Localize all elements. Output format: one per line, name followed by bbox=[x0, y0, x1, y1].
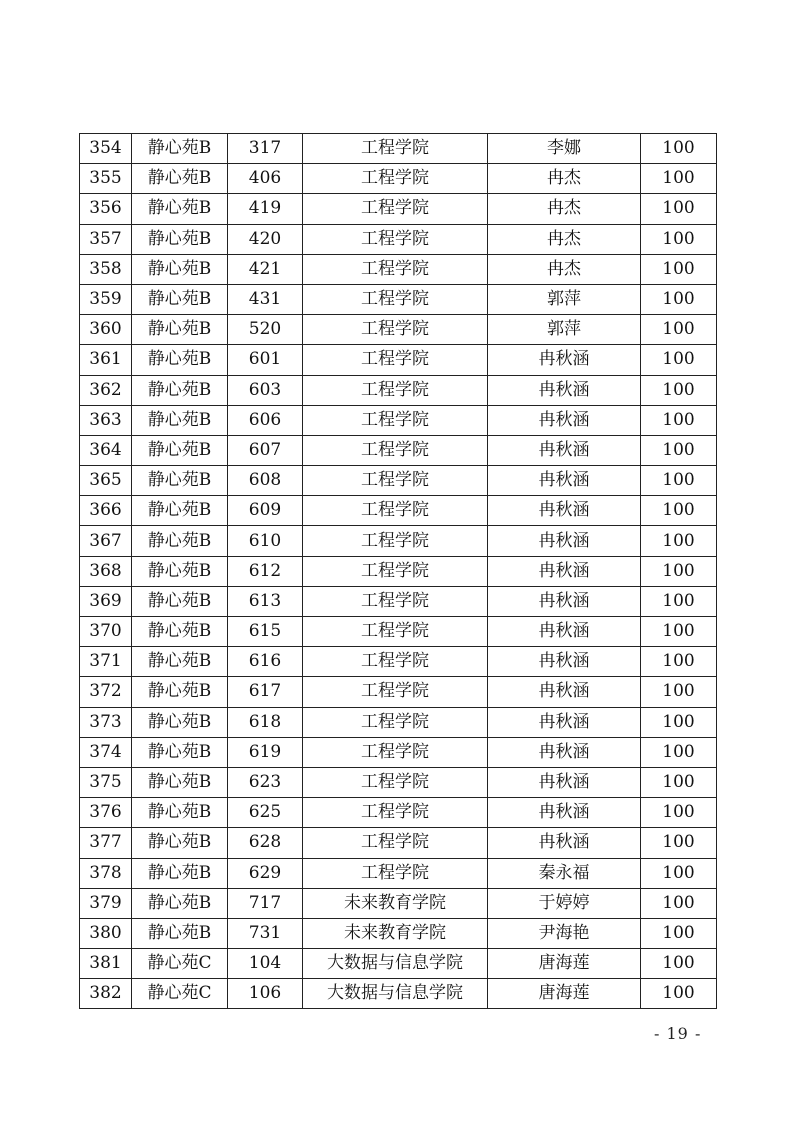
room-number-cell: 607 bbox=[228, 435, 303, 465]
college-cell: 工程学院 bbox=[303, 707, 488, 737]
room-number-cell: 421 bbox=[228, 254, 303, 284]
score-cell: 100 bbox=[641, 134, 717, 164]
score-cell: 100 bbox=[641, 647, 717, 677]
room-number-cell: 629 bbox=[228, 858, 303, 888]
table-row bbox=[80, 134, 717, 164]
building-cell: 静心苑B bbox=[132, 647, 228, 677]
score-cell: 100 bbox=[641, 828, 717, 858]
building-cell: 静心苑B bbox=[132, 828, 228, 858]
responsible-person-cell: 于婷婷 bbox=[488, 888, 641, 918]
building-cell: 静心苑B bbox=[132, 798, 228, 828]
score-cell: 100 bbox=[641, 858, 717, 888]
college-cell: 工程学院 bbox=[303, 586, 488, 616]
building-cell: 静心苑B bbox=[132, 526, 228, 556]
row-number-cell: 363 bbox=[80, 405, 132, 435]
college-cell: 工程学院 bbox=[303, 345, 488, 375]
table-body bbox=[80, 134, 717, 1009]
score-cell: 100 bbox=[641, 194, 717, 224]
building-cell: 静心苑B bbox=[132, 224, 228, 254]
row-number-cell: 358 bbox=[80, 254, 132, 284]
row-number-cell: 354 bbox=[80, 134, 132, 164]
room-number-cell: 317 bbox=[228, 134, 303, 164]
score-cell: 100 bbox=[641, 345, 717, 375]
score-cell: 100 bbox=[641, 737, 717, 767]
table-row bbox=[80, 918, 717, 948]
college-cell: 工程学院 bbox=[303, 405, 488, 435]
score-cell: 100 bbox=[641, 707, 717, 737]
score-cell: 100 bbox=[641, 224, 717, 254]
score-cell: 100 bbox=[641, 435, 717, 465]
responsible-person-cell: 冉秋涵 bbox=[488, 647, 641, 677]
college-cell: 工程学院 bbox=[303, 284, 488, 314]
building-cell: 静心苑B bbox=[132, 375, 228, 405]
room-number-cell: 406 bbox=[228, 164, 303, 194]
responsible-person-cell: 冉秋涵 bbox=[488, 677, 641, 707]
room-number-cell: 606 bbox=[228, 405, 303, 435]
table-row bbox=[80, 315, 717, 345]
room-number-cell: 609 bbox=[228, 496, 303, 526]
building-cell: 静心苑B bbox=[132, 435, 228, 465]
responsible-person-cell: 秦永福 bbox=[488, 858, 641, 888]
table-row bbox=[80, 888, 717, 918]
building-cell: 静心苑B bbox=[132, 254, 228, 284]
row-number-cell: 380 bbox=[80, 918, 132, 948]
row-number-cell: 357 bbox=[80, 224, 132, 254]
building-cell: 静心苑C bbox=[132, 979, 228, 1009]
responsible-person-cell: 李娜 bbox=[488, 134, 641, 164]
room-number-cell: 106 bbox=[228, 979, 303, 1009]
table-row bbox=[80, 647, 717, 677]
row-number-cell: 373 bbox=[80, 707, 132, 737]
score-cell: 100 bbox=[641, 284, 717, 314]
college-cell: 工程学院 bbox=[303, 224, 488, 254]
table-row bbox=[80, 435, 717, 465]
college-cell: 工程学院 bbox=[303, 798, 488, 828]
responsible-person-cell: 唐海莲 bbox=[488, 949, 641, 979]
row-number-cell: 356 bbox=[80, 194, 132, 224]
score-cell: 100 bbox=[641, 979, 717, 1009]
table-row bbox=[80, 858, 717, 888]
room-number-cell: 628 bbox=[228, 828, 303, 858]
table-row bbox=[80, 828, 717, 858]
row-number-cell: 369 bbox=[80, 586, 132, 616]
college-cell: 工程学院 bbox=[303, 254, 488, 284]
table-row bbox=[80, 556, 717, 586]
score-cell: 100 bbox=[641, 496, 717, 526]
responsible-person-cell: 冉秋涵 bbox=[488, 405, 641, 435]
responsible-person-cell: 冉秋涵 bbox=[488, 767, 641, 797]
college-cell: 工程学院 bbox=[303, 828, 488, 858]
table-row bbox=[80, 798, 717, 828]
building-cell: 静心苑B bbox=[132, 315, 228, 345]
room-number-cell: 623 bbox=[228, 767, 303, 797]
responsible-person-cell: 冉杰 bbox=[488, 224, 641, 254]
college-cell: 工程学院 bbox=[303, 526, 488, 556]
responsible-person-cell: 冉杰 bbox=[488, 254, 641, 284]
responsible-person-cell: 冉杰 bbox=[488, 194, 641, 224]
row-number-cell: 365 bbox=[80, 466, 132, 496]
table-row bbox=[80, 707, 717, 737]
table-row bbox=[80, 979, 717, 1009]
building-cell: 静心苑B bbox=[132, 677, 228, 707]
responsible-person-cell: 冉秋涵 bbox=[488, 375, 641, 405]
row-number-cell: 372 bbox=[80, 677, 132, 707]
building-cell: 静心苑B bbox=[132, 405, 228, 435]
table-row bbox=[80, 254, 717, 284]
score-cell: 100 bbox=[641, 888, 717, 918]
college-cell: 工程学院 bbox=[303, 164, 488, 194]
table-row bbox=[80, 949, 717, 979]
score-cell: 100 bbox=[641, 315, 717, 345]
row-number-cell: 359 bbox=[80, 284, 132, 314]
score-cell: 100 bbox=[641, 677, 717, 707]
responsible-person-cell: 郭萍 bbox=[488, 284, 641, 314]
page-number: - 19 - bbox=[654, 1024, 702, 1043]
row-number-cell: 366 bbox=[80, 496, 132, 526]
room-number-cell: 625 bbox=[228, 798, 303, 828]
college-cell: 工程学院 bbox=[303, 677, 488, 707]
table-row bbox=[80, 224, 717, 254]
table-row bbox=[80, 375, 717, 405]
responsible-person-cell: 冉秋涵 bbox=[488, 586, 641, 616]
room-number-cell: 618 bbox=[228, 707, 303, 737]
college-cell: 工程学院 bbox=[303, 435, 488, 465]
row-number-cell: 360 bbox=[80, 315, 132, 345]
responsible-person-cell: 冉秋涵 bbox=[488, 828, 641, 858]
college-cell: 工程学院 bbox=[303, 466, 488, 496]
building-cell: 静心苑B bbox=[132, 918, 228, 948]
responsible-person-cell: 冉秋涵 bbox=[488, 435, 641, 465]
table-row bbox=[80, 466, 717, 496]
responsible-person-cell: 冉杰 bbox=[488, 164, 641, 194]
room-number-cell: 613 bbox=[228, 586, 303, 616]
row-number-cell: 367 bbox=[80, 526, 132, 556]
room-number-cell: 617 bbox=[228, 677, 303, 707]
room-number-cell: 731 bbox=[228, 918, 303, 948]
room-number-cell: 616 bbox=[228, 647, 303, 677]
responsible-person-cell: 尹海艳 bbox=[488, 918, 641, 948]
college-cell: 工程学院 bbox=[303, 556, 488, 586]
table-row bbox=[80, 586, 717, 616]
college-cell: 工程学院 bbox=[303, 617, 488, 647]
college-cell: 大数据与信息学院 bbox=[303, 979, 488, 1009]
responsible-person-cell: 冉秋涵 bbox=[488, 345, 641, 375]
room-number-cell: 601 bbox=[228, 345, 303, 375]
college-cell: 工程学院 bbox=[303, 647, 488, 677]
room-number-cell: 717 bbox=[228, 888, 303, 918]
row-number-cell: 370 bbox=[80, 617, 132, 647]
score-cell: 100 bbox=[641, 767, 717, 797]
row-number-cell: 364 bbox=[80, 435, 132, 465]
table-row bbox=[80, 617, 717, 647]
row-number-cell: 379 bbox=[80, 888, 132, 918]
building-cell: 静心苑B bbox=[132, 737, 228, 767]
score-cell: 100 bbox=[641, 617, 717, 647]
room-number-cell: 603 bbox=[228, 375, 303, 405]
responsible-person-cell: 冉秋涵 bbox=[488, 737, 641, 767]
row-number-cell: 371 bbox=[80, 647, 132, 677]
room-number-cell: 420 bbox=[228, 224, 303, 254]
row-number-cell: 376 bbox=[80, 798, 132, 828]
room-number-cell: 619 bbox=[228, 737, 303, 767]
responsible-person-cell: 冉秋涵 bbox=[488, 556, 641, 586]
college-cell: 工程学院 bbox=[303, 496, 488, 526]
college-cell: 工程学院 bbox=[303, 375, 488, 405]
room-number-cell: 104 bbox=[228, 949, 303, 979]
room-number-cell: 431 bbox=[228, 284, 303, 314]
score-cell: 100 bbox=[641, 375, 717, 405]
college-cell: 工程学院 bbox=[303, 858, 488, 888]
score-cell: 100 bbox=[641, 918, 717, 948]
score-cell: 100 bbox=[641, 254, 717, 284]
room-number-cell: 615 bbox=[228, 617, 303, 647]
room-number-cell: 419 bbox=[228, 194, 303, 224]
college-cell: 未来教育学院 bbox=[303, 918, 488, 948]
responsible-person-cell: 冉秋涵 bbox=[488, 798, 641, 828]
table-row bbox=[80, 526, 717, 556]
row-number-cell: 361 bbox=[80, 345, 132, 375]
building-cell: 静心苑B bbox=[132, 858, 228, 888]
score-cell: 100 bbox=[641, 405, 717, 435]
building-cell: 静心苑B bbox=[132, 707, 228, 737]
building-cell: 静心苑B bbox=[132, 586, 228, 616]
score-cell: 100 bbox=[641, 556, 717, 586]
room-number-cell: 610 bbox=[228, 526, 303, 556]
building-cell: 静心苑B bbox=[132, 134, 228, 164]
score-cell: 100 bbox=[641, 164, 717, 194]
building-cell: 静心苑B bbox=[132, 194, 228, 224]
college-cell: 工程学院 bbox=[303, 134, 488, 164]
responsible-person-cell: 郭萍 bbox=[488, 315, 641, 345]
responsible-person-cell: 冉秋涵 bbox=[488, 466, 641, 496]
dormitory-score-table bbox=[79, 133, 717, 1009]
row-number-cell: 362 bbox=[80, 375, 132, 405]
responsible-person-cell: 冉秋涵 bbox=[488, 617, 641, 647]
row-number-cell: 355 bbox=[80, 164, 132, 194]
responsible-person-cell: 唐海莲 bbox=[488, 979, 641, 1009]
score-cell: 100 bbox=[641, 466, 717, 496]
score-cell: 100 bbox=[641, 586, 717, 616]
building-cell: 静心苑B bbox=[132, 556, 228, 586]
building-cell: 静心苑B bbox=[132, 496, 228, 526]
building-cell: 静心苑B bbox=[132, 767, 228, 797]
responsible-person-cell: 冉秋涵 bbox=[488, 496, 641, 526]
building-cell: 静心苑B bbox=[132, 617, 228, 647]
college-cell: 工程学院 bbox=[303, 315, 488, 345]
row-number-cell: 377 bbox=[80, 828, 132, 858]
building-cell: 静心苑B bbox=[132, 164, 228, 194]
row-number-cell: 374 bbox=[80, 737, 132, 767]
table-row bbox=[80, 345, 717, 375]
building-cell: 静心苑B bbox=[132, 284, 228, 314]
room-number-cell: 520 bbox=[228, 315, 303, 345]
building-cell: 静心苑B bbox=[132, 466, 228, 496]
building-cell: 静心苑B bbox=[132, 345, 228, 375]
row-number-cell: 368 bbox=[80, 556, 132, 586]
building-cell: 静心苑C bbox=[132, 949, 228, 979]
table-row bbox=[80, 496, 717, 526]
college-cell: 工程学院 bbox=[303, 194, 488, 224]
table-row bbox=[80, 677, 717, 707]
college-cell: 未来教育学院 bbox=[303, 888, 488, 918]
table-row bbox=[80, 737, 717, 767]
building-cell: 静心苑B bbox=[132, 888, 228, 918]
score-cell: 100 bbox=[641, 949, 717, 979]
score-cell: 100 bbox=[641, 798, 717, 828]
table-row bbox=[80, 767, 717, 797]
table-row bbox=[80, 284, 717, 314]
table-row bbox=[80, 164, 717, 194]
room-number-cell: 608 bbox=[228, 466, 303, 496]
score-cell: 100 bbox=[641, 526, 717, 556]
responsible-person-cell: 冉秋涵 bbox=[488, 707, 641, 737]
college-cell: 工程学院 bbox=[303, 767, 488, 797]
room-number-cell: 612 bbox=[228, 556, 303, 586]
row-number-cell: 382 bbox=[80, 979, 132, 1009]
college-cell: 工程学院 bbox=[303, 737, 488, 767]
row-number-cell: 375 bbox=[80, 767, 132, 797]
responsible-person-cell: 冉秋涵 bbox=[488, 526, 641, 556]
row-number-cell: 378 bbox=[80, 858, 132, 888]
table-row bbox=[80, 405, 717, 435]
row-number-cell: 381 bbox=[80, 949, 132, 979]
college-cell: 大数据与信息学院 bbox=[303, 949, 488, 979]
table-row bbox=[80, 194, 717, 224]
